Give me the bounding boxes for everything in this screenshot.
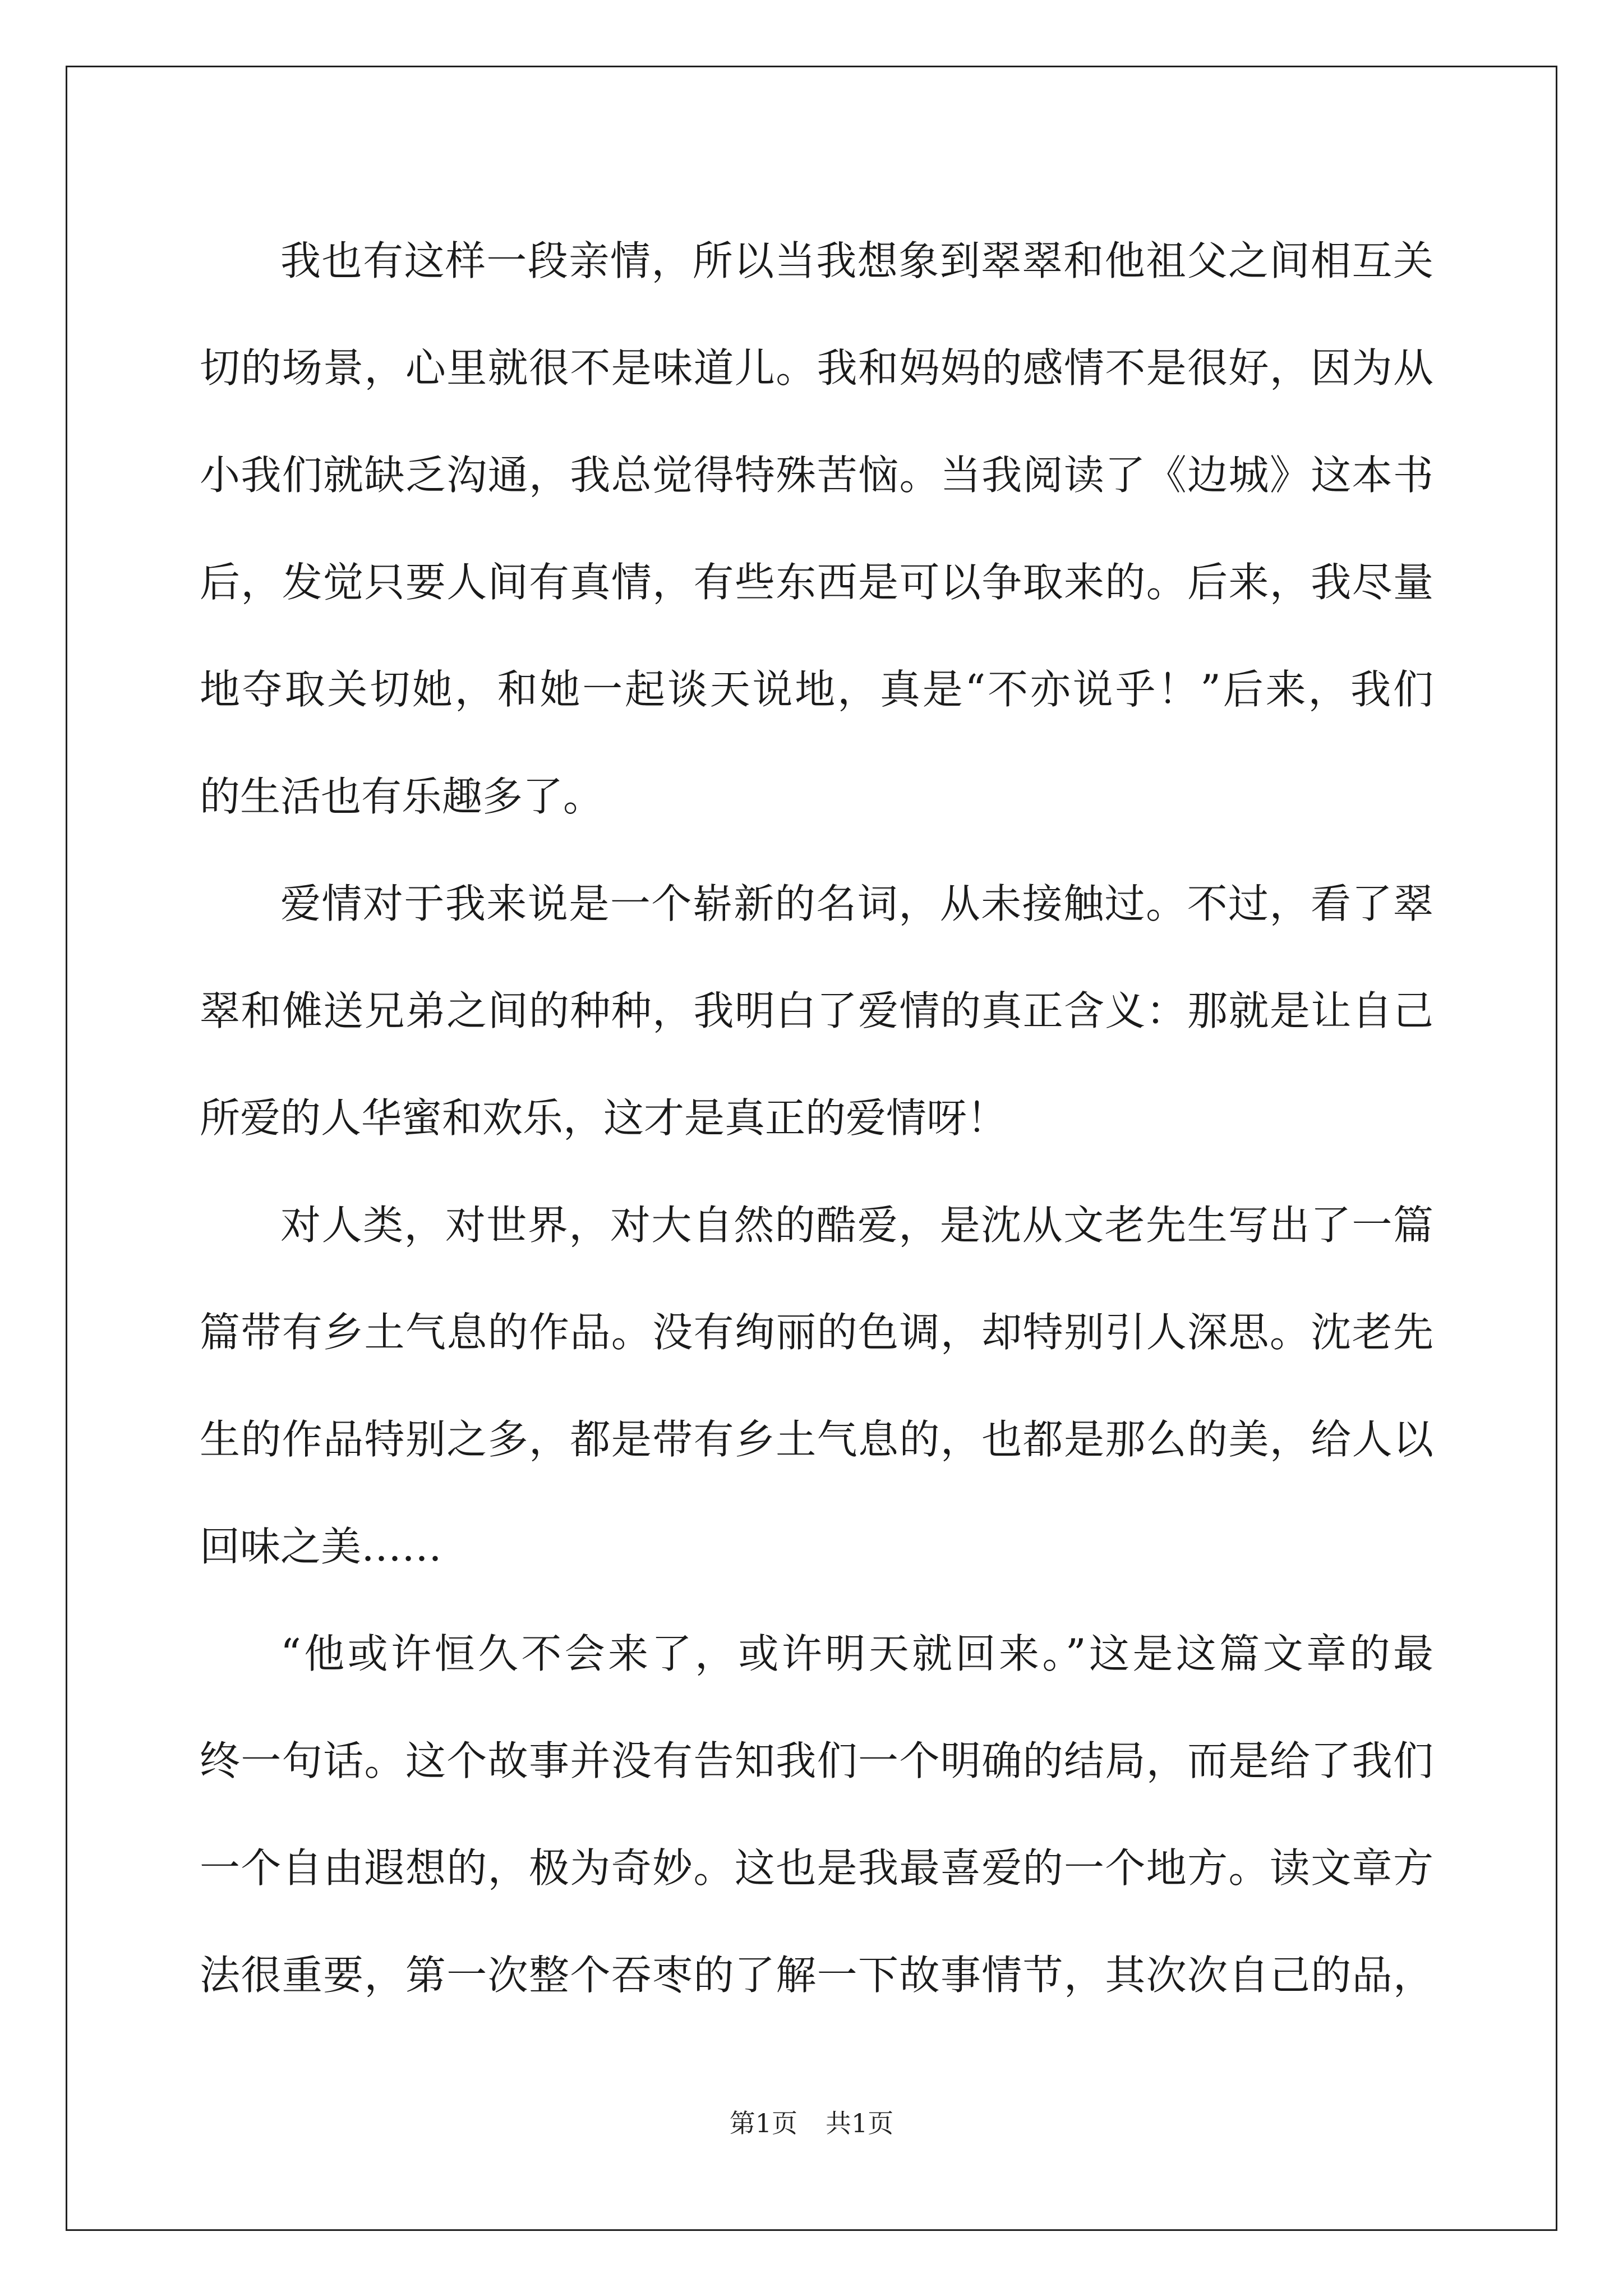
paragraph-1-line-1: 我也有这样一段亲情，所以当我想象到翠翠和他祖父之间相互关 — [280, 237, 1433, 284]
page-total: 共1页 — [826, 2108, 894, 2138]
paragraph-1-line-5: 地夺取关切她，和她一起谈天说地，真是“不亦说乎！”后来，我们 — [200, 666, 1433, 713]
page-number: 第1页 — [729, 2108, 797, 2138]
paragraph-3-line-2: 篇带有乡土气息的作品。没有绚丽的色调，却特别引人深思。沈老先 — [200, 1309, 1433, 1356]
paragraph-1-line-3: 小我们就缺乏沟通，我总觉得特殊苦恼。当我阅读了《边城》这本书 — [200, 452, 1433, 499]
paragraph-2-line-3: 所爱的人华蜜和欢乐，这才是真正的爱情呀！ — [200, 1094, 1008, 1142]
paragraph-4-line-1: “他或许恒久不会来了，或许明天就回来。”这是这篇文章的最 — [280, 1630, 1433, 1677]
paragraph-3-line-1: 对人类，对世界，对大自然的酷爱，是沈从文老先生写出了一篇 — [280, 1202, 1433, 1249]
paragraph-4-line-2: 终一句话。这个故事并没有告知我们一个明确的结局，而是给了我们 — [200, 1737, 1433, 1784]
document-body — [200, 219, 1433, 2040]
paragraph-1-line-6: 的生活也有乐趣多了。 — [200, 773, 604, 820]
paragraph-4-line-3: 一个自由遐想的，极为奇妙。这也是我最喜爱的一个地方。读文章方 — [200, 1844, 1433, 1892]
paragraph-1-line-2: 切的场景，心里就很不是味道儿。我和妈妈的感情不是很好，因为从 — [200, 344, 1433, 392]
paragraph-1-line-4: 后，发觉只要人间有真情，有些东西是可以争取来的。后来，我尽量 — [200, 559, 1433, 606]
paragraph-2-line-1: 爱情对于我来说是一个崭新的名词，从未接触过。不过，看了翠 — [280, 880, 1433, 927]
paragraph-2-line-2: 翠和傩送兄弟之间的种种，我明白了爱情的真正含义：那就是让自己 — [200, 987, 1433, 1034]
paragraph-3-line-4: 回味之美…… — [200, 1523, 442, 1570]
paragraph-4-line-4: 法很重要，第一次整个吞枣的了解一下故事情节，其次次自己的品， — [200, 1952, 1433, 1999]
page-footer — [0, 2106, 1623, 2140]
paragraph-3-line-3: 生的作品特别之多，都是带有乡土气息的，也都是那么的美，给人以 — [200, 1416, 1433, 1463]
